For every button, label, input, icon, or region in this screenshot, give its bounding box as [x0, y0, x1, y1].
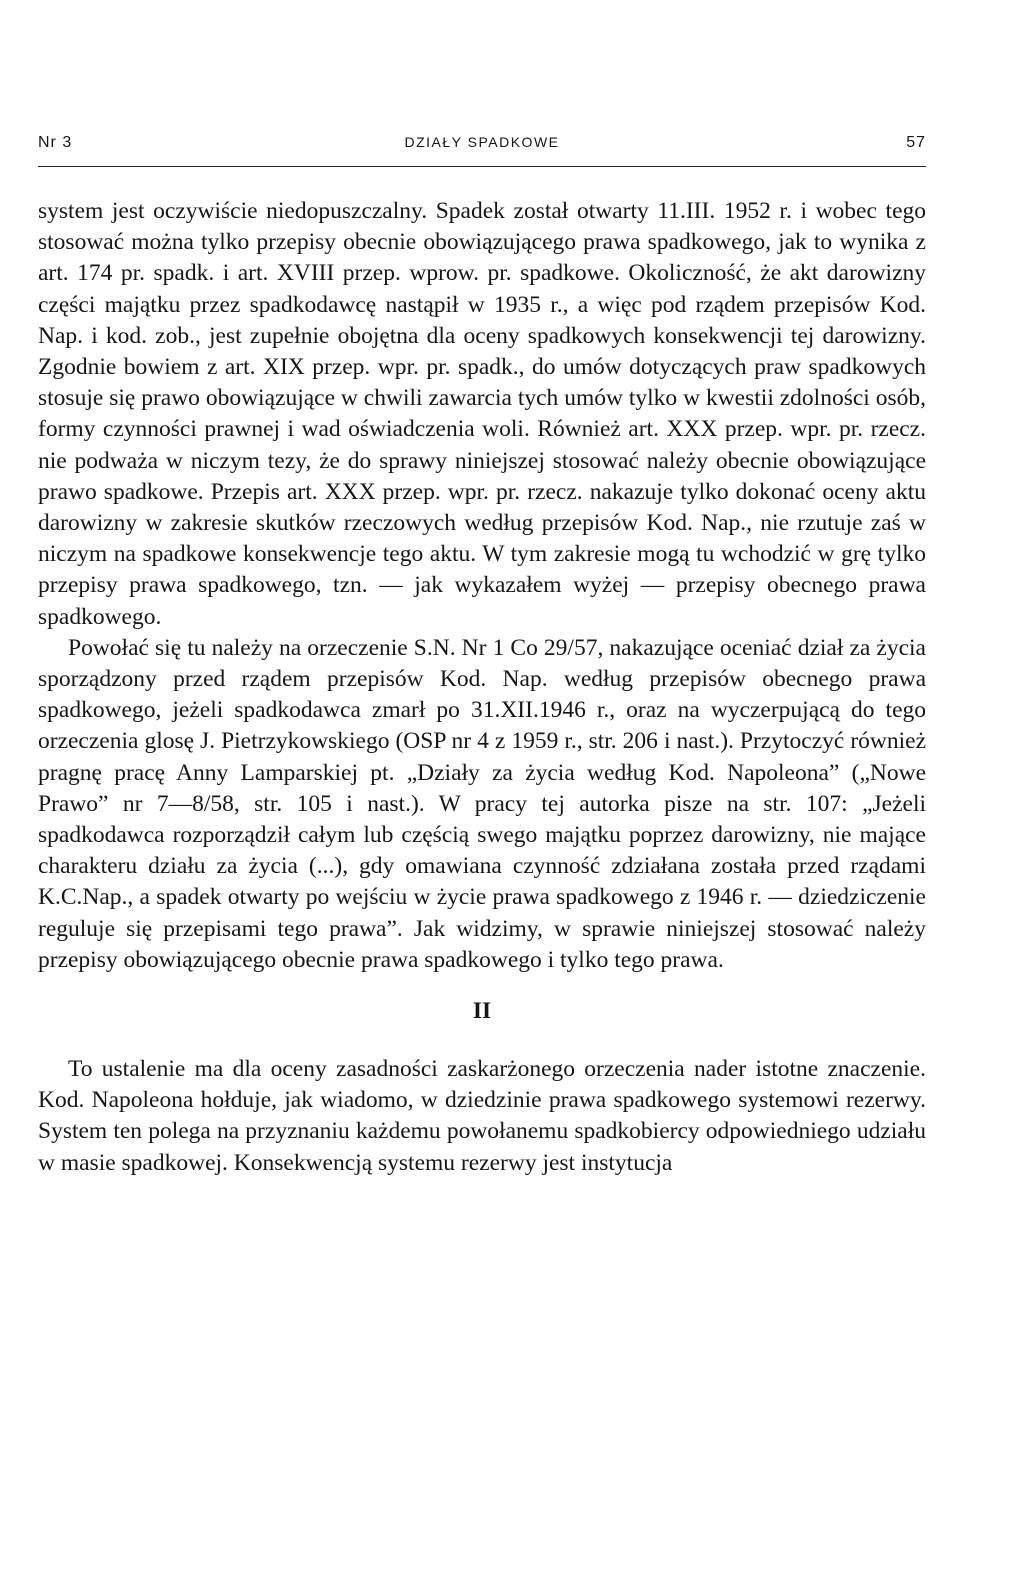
issue-number: Nr 3 — [38, 134, 73, 151]
page-number: 57 — [906, 134, 926, 151]
paragraph: To ustalenie ma dla oceny zasadności zaskarżonego orzeczenia nader istotne znaczenie. Kod. Napoleona hołduje, jak wiadomo, w dziedzinie prawa spadkowego systemowi rezerwy. System ten polega na przyznaniu każdemu powołanemu spadkobiercy odpowiedniego udziału w masie spadkowej. Konsekwencją systemu rezerwy jest instytucja — [38, 1056, 926, 1176]
header-title: DZIAŁY SPADKOWE — [404, 134, 560, 150]
paragraph: system jest oczywiście niedopuszczalny. Spadek został otwarty 11.III. 1952 r. i wobec tego stosować można tylko przepisy obecnie obowiązującego prawa spadkowego, jak to wynika z art. 174 pr. spadk. i art. XVIII przep. wprow. pr. spadkowe. Okoliczność, że akt darowizny części majątku przez spadkodawcę nastąpił w 1935 r., a więc pod rządem przepisów Kod. Nap. i kod. zob., jest zupełnie obojętna dla oceny spadkowych konsekwencji tej darowizny. Zgodnie bowiem z art. XIX przep. wpr. pr. spadk., do umów dotyczących praw spadkowych stosuje się prawo obowiązujące w chwili zawarcia tych umów tylko w kwestii zdolności osób, formy czynności prawnej i wad oświadczenia woli. Również art. XXX przep. wpr. pr. rzecz. nie podważa w niczym tezy, że do sprawy niniejszej stosować należy obecnie obowiązujące prawo spadkowe. Przepis art. XXX przep. wpr. pr. rzecz. nakazuje tylko dokonać oceny aktu darowizny w zakresie skutków rzeczowych według przepisów Kod. Nap., nie rzutuje zaś w niczym na spadkowe konsekwencje tego aktu. W tym zakresie mogą tu wchodzić w grę tylko przepisy prawa spadkowego, tzn. — jak wykazałem wyżej — przepisy obecnego prawa spadkowego. — [38, 198, 926, 630]
header-rule — [38, 166, 926, 167]
paragraph: Powołać się tu należy na orzeczenie S.N. Nr 1 Co 29/57, nakazujące oceniać dział za życia sporządzony przed rządem przepisów Kod. Nap. według przepisów obecnego prawa spadkowego, jeżeli spadkodawca zmarł po 31.XII.1946 r., oraz na wyczerpującą do tego orzeczenia glosę J. Pietrzykowskiego (OSP nr 4 z 1959 r., str. 206 i nast.). Przytoczyć również pragnę pracę Anny Lamparskiej pt. „Działy za życia według Kod. Napoleona” („Nowe Prawo” nr 7—8/58, str. 105 i nast.). W pracy tej autorka pisze na str. 107: „Jeżeli spadkodawca rozporządził całym lub częścią swego majątku poprzez darowizny, nie mające charakteru działu za życia (...), gdy omawiana czynność zdziałana została przed rządami K.C.Nap., a spadek otwarty po wejściu w życie prawa spadkowego z 1946 r. — dziedziczenie reguluje się przepisami tego prawa”. Jak widzimy, w sprawie niniejszej stosować należy przepisy obowiązującego obecnie prawa spadkowego i tylko tego prawa. — [38, 634, 926, 973]
section-number: II — [472, 998, 492, 1025]
body-text — [38, 196, 926, 1179]
running-header — [38, 134, 926, 162]
